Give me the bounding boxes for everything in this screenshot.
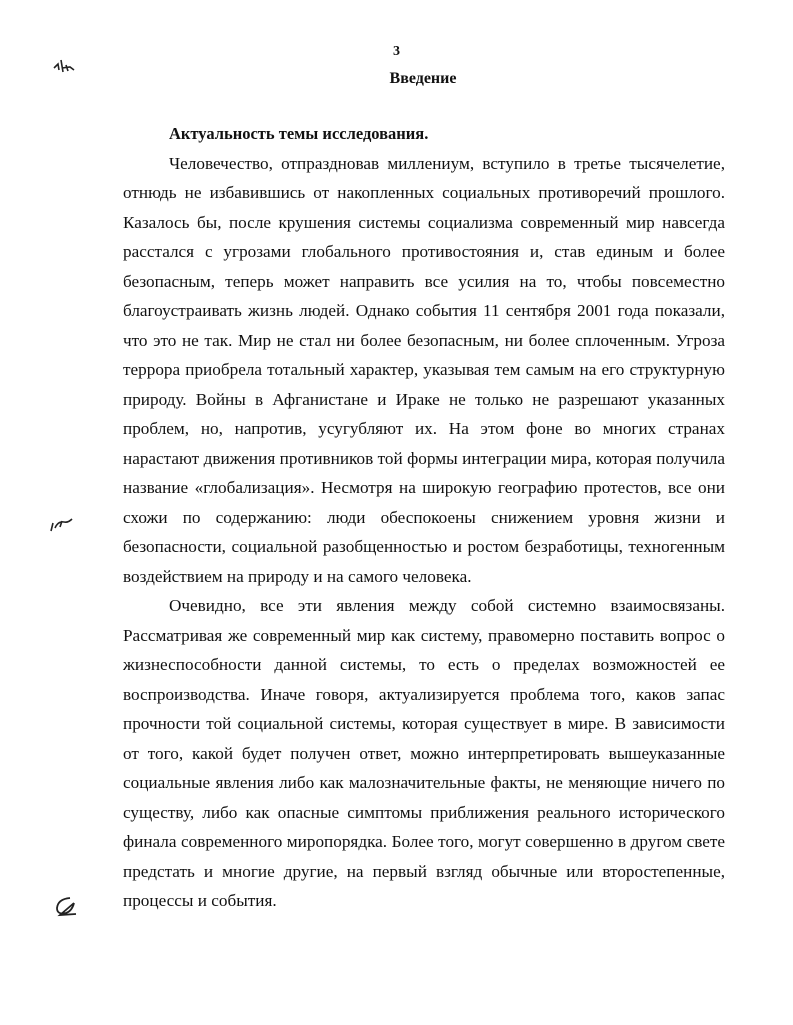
handwritten-mark-middle <box>48 513 76 535</box>
handwritten-mark-top <box>52 56 80 76</box>
handwritten-mark-bottom <box>52 893 80 919</box>
paragraph-1: Человечество, отпраздновав миллениум, вступило в третье тысячелетие, отнюдь не избавившись от накопленных социальных противоречий прошлого. Казалось бы, после крушения системы социализма современный мир навсегда расстался с угрозами глобального противостояния и, став единым и более безопасным, теперь может направить все усилия на то, чтобы повсеместно благоустраивать жизнь людей. Однако события 11 сентября 2001 года показали, что это не так. Мир не стал ни более безопасным, ни более сплоченным. Угроза террора приобрела тотальный характер, указывая тем самым на его структурную природу. Войны в Афганистане и Ираке не только не разрешают указанных проблем, но, напротив, усугубляют их. На этом фоне во многих странах нарастают движения противников той формы интеграции мира, которая получила название «глобализация». Несмотря на широкую географию протестов, все они схожи по содержанию: люди обеспокоены снижением уровня жизни и безопасности, социальной разобщенностью и ростом безработицы, техногенным воздействием на природу и на самого человека. <box>123 153 725 586</box>
document-body <box>123 119 725 916</box>
paragraph-2: Очевидно, все эти явления между собой системно взаимосвязаны. Рассматривая же современный мир как систему, правомерно поставить вопрос о жизнеспособности данной системы, то есть о пределах возможностей ее воспроизводства. Иначе говоря, актуализируется проблема того, каков запас прочности той социальной системы, которая существует в мире. В зависимости от того, какой будет получен ответ, можно интерпретировать вышеуказанные социальные явления либо как малозначительные факты, не меняющие ничего по существу, либо как опасные симптомы приближения реального исторического финала современного миропорядка. Более того, могут совершенно в другом свете предстать и многие другие, на первый взгляд обычные или второстепенные, процессы и события. <box>123 596 725 910</box>
page-number: 3 <box>393 44 400 59</box>
section-heading: Актуальность темы исследования. <box>169 124 429 143</box>
page-title: Введение <box>389 70 457 87</box>
